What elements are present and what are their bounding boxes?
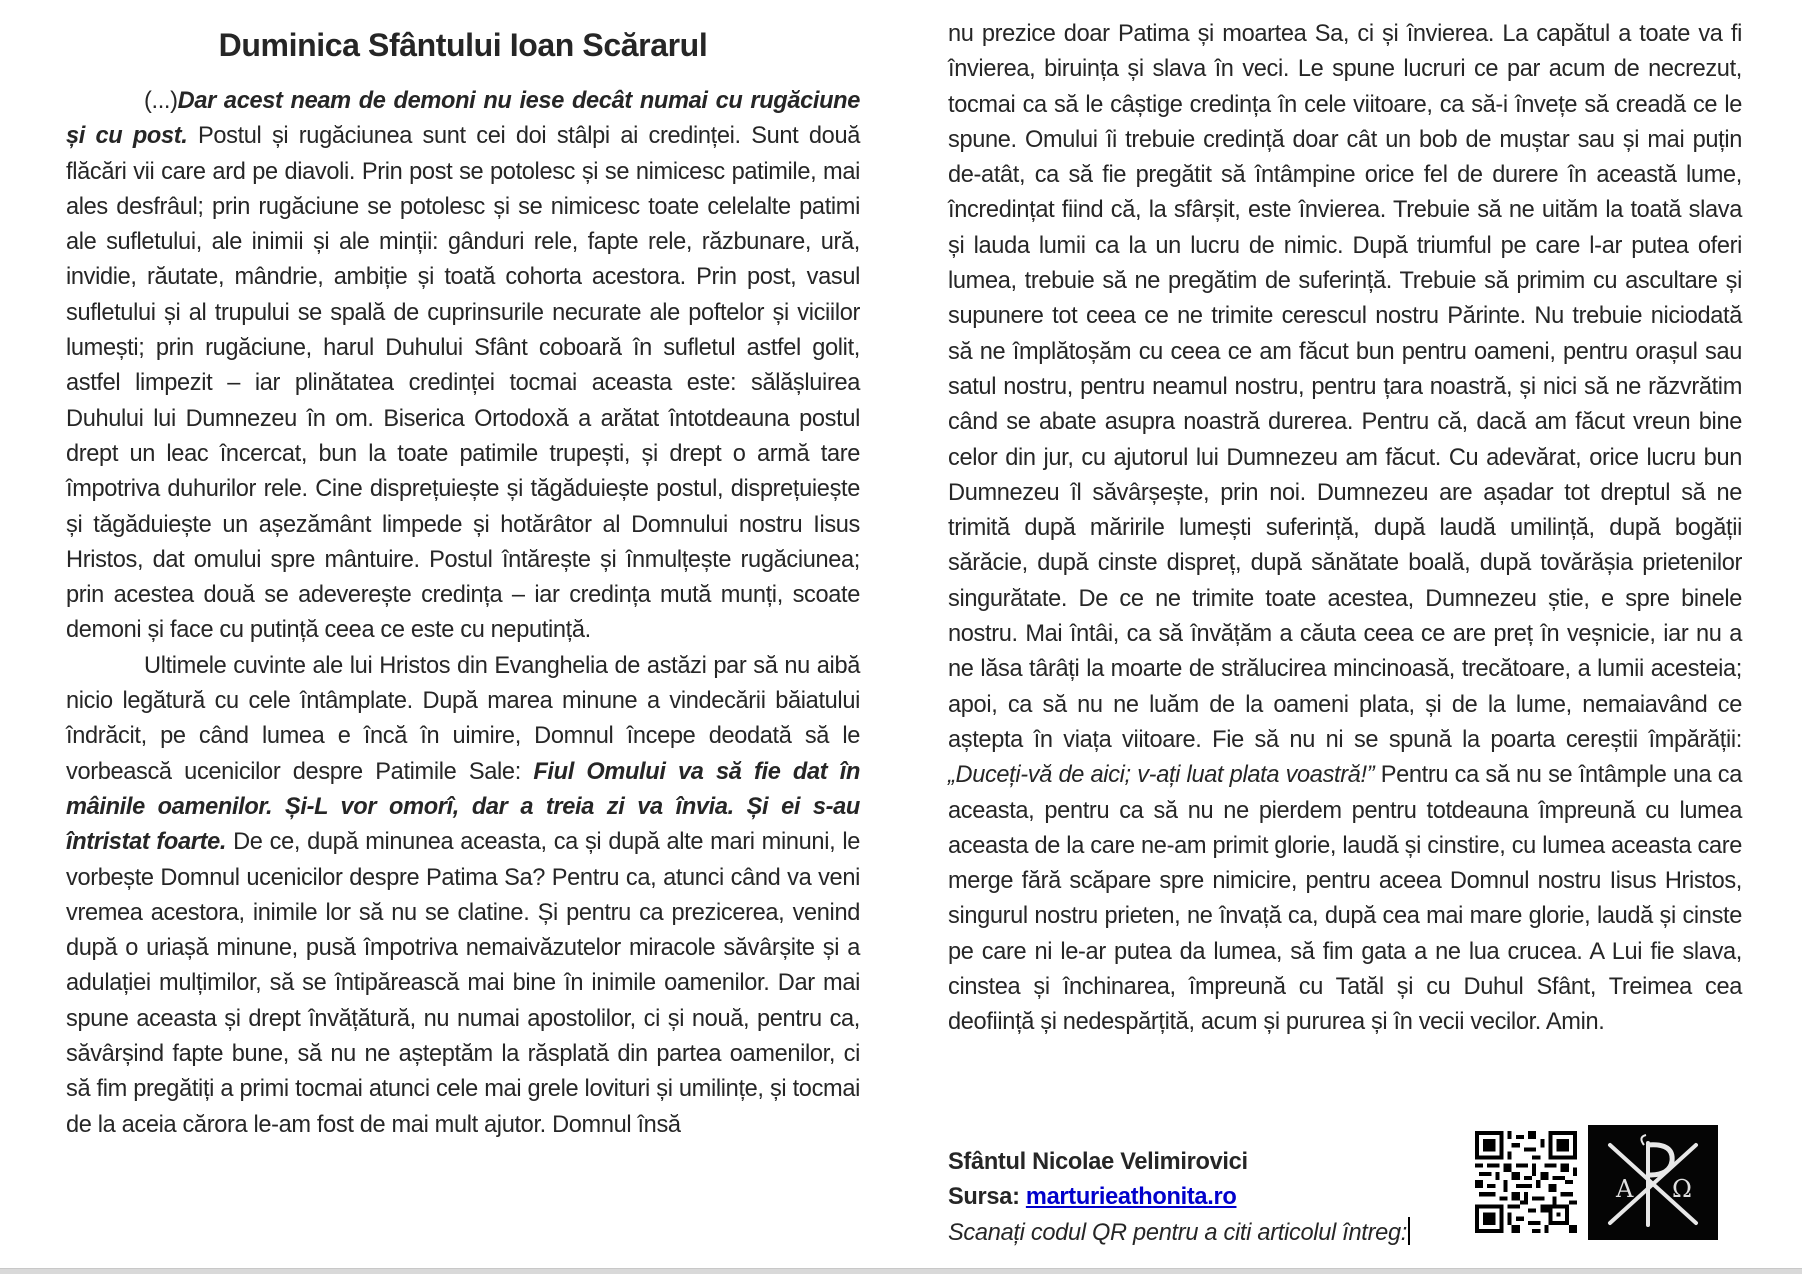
signature-block	[948, 1145, 1468, 1251]
paragraph-text: De ce, după minunea aceasta, ca și după alte mari minuni, le vorbește Domnul ucenicilor despre Patima Sa? Pentru ca, atunci când va veni vremea acestora, inimile lor să nu se clatine. Și pentru ca prezicerea, venind după o uriașă minune, pusă împotriva nemaivăzutelor miracole săvârșite și a adulației mulțimilor, să se întipărească mai bine în inimile oamenilor. Dar mai spune aceasta și drept învățătură, nu numai apostolilor, ci și nouă, pentru ca, săvârșind fapte bune, să nu ne așteptăm la răsplată din partea oamenilor, ci să fim pregătiți a primi tocmai atunci cele mai grele lovituri și umilințe, și tocmai de la aceia cărora le-am fost de mai mult ajutor. Domnul însă	[66, 829, 860, 1138]
paragraph-1	[66, 84, 860, 649]
source-link[interactable]: marturieathonita.ro	[1025, 1184, 1237, 1211]
source-label: Sursa:	[948, 1184, 1026, 1211]
paragraph-text: nu prezice doar Patima și moartea Sa, ci și învierea. La capătul a toate va fi învierea, biruința și slava în veci. Le spune lucruri ce par acum de necrezut, tocmai ca să le câștige credința în cele viitoare, ca să-i învețe să creadă ce le spune. Omului îi trebuie credință doar cât un bob de muștar sau și mai puțin de-atât, ca să fie pregătit să întâmpine orice fel de durere în această lume, încredințat fiind că, la sfârșit, este învierea. Trebuie să ne uităm la toată slava și lauda lumii ca la un lucru de nimic. După triumful pe care l-ar putea oferi lumea, trebuie să ne pregătim de suferință. Trebuie să primim cu ascultare și supunere tot ceea ce ne trimite cerescul nostru Părinte. Nu trebuie niciodată să ne împlătoșăm cu ceea ce am făcut bun pentru oameni, pentru orașul sau satul nostru, pentru neamul nostru, pentru țara noastră, și nici să ne răzvrătim când se abate asupra noastră durerea. Pentru că, dacă am făcut vreun bine celor din jur, cu ajutorul lui Dumnezeu am făcut. Cu adevărat, orice lucru bun Dumnezeu îl săvârșește, prin noi. Dumnezeu are așadar tot dreptul să ne trimită după măririle lumești suferință, după laudă umilință, după bogății sărăcie, după cinste dispreț, după sănătate boală, după tovărășia prietenilor singurătate. De ce ne trimite toate acestea, Dumnezeu știe, e spre binele nostru. Mai întâi, ca să învățăm a căuta ceea ce are preț în veșnicie, iar nu a ne lăsa târâți la moarte de strălucirea mincinoasă, trecătoare, a lumii acesteia; apoi, ca să nu ne luăm de la oameni plata, și de la lume, nemaiavând ce aștepta în viața viitoare. Fie să nu ni se spună la poarta cereștii împărății:	[948, 21, 1742, 753]
source-line	[948, 1180, 1468, 1215]
paragraph-3	[948, 17, 1742, 1041]
chi-rho-logo-icon	[1588, 1125, 1718, 1240]
paragraph-text: Pentru ca să nu se întâmple una ca aceasta, pentru ca să nu ne pierdem pentru totdeauna împreună cu lumea aceasta de la care ne-am primit glorie, laudă și cinstire, cu lumea aceasta care merge fără scăpare spre nimicire, pentru aceea Domnul nostru Iisus Hristos, singurul nostru prieten, ne învață ca, după cea mai mare glorie, laudă și cinste pe care ni le-ar putea da lumea, să fim gata a ne lua crucea. A Lui fie slava, cinstea și închinarea, împreună cu Tatăl și cu Duhul Sfânt, Treimea cea deoființă și nedespărțită, acum și pururea și în vecii vecilor. Amin.	[948, 762, 1742, 1036]
omega-letter: Ω	[1672, 1175, 1692, 1203]
left-column	[66, 84, 860, 1143]
scripture-quote: Dar acest neam de demoni nu iese decât numai cu rugăciune și cu post.	[66, 88, 860, 150]
page-bottom-border	[0, 1268, 1802, 1274]
paragraph-2	[66, 649, 860, 1143]
text-cursor	[1408, 1217, 1410, 1245]
ellipsis-prefix: (...)	[144, 88, 178, 114]
qr-prompt-text: Scanați codul QR pentru a citi articolul întreg:	[948, 1219, 1408, 1246]
page-title: Duminica Sfântului Ioan Scărarul	[218, 27, 708, 63]
author-name: Sfântul Nicolae Velimirovici	[948, 1149, 1248, 1175]
qr-code-icon[interactable]	[1475, 1131, 1577, 1233]
paragraph-text: Ultimele cuvinte ale lui Hristos din Evanghelia de astăzi par să nu aibă nicio legătură cu cele întâmplate. După marea minune a vindecării băiatului îndrăcit, pe când lumea e încă în uimire, Domnul începe deodată să le vorbească ucenicilor despre Patimile Sale:	[66, 652, 860, 785]
right-column	[948, 17, 1742, 1041]
qr-prompt	[948, 1216, 1468, 1251]
scripture-quote: Fiul Omului va să fie dat în mâinile oamenilor. Și-L vor omorî, dar a treia zi va învia. Și ei s-au întristat foarte.	[66, 758, 861, 856]
paragraph-text: Postul și rugăciunea sunt cei doi stâlpi ai credinței. Sunt două flăcări vii care ard pe diavoli. Prin post se potolesc și se nimicesc patimile, mai ales desfrâul; prin rugăciune se potolesc și se nimicesc toate celelalte patimi ale sufletului, ale inimii și ale minții: gânduri rele, fapte rele, răzbunare, ură, invidie, răutate, mândrie, ambiție și toată cohorta acestora. Prin post, vasul sufletului și al trupului se spală de cuprinsurile necurate ale poftelor și viciilor lumești; prin rugăciune, harul Duhului Sfânt coboară în sufletul astfel golit, astfel limpezit – iar plinătatea credinței tocmai aceasta este: sălășluirea Duhului lui Dumnezeu în om. Biserica Ortodoxă a arătat întotdeauna postul drept un leac încercat, bun la toate patimile trupești, și drept o armă tare împotriva duhurilor rele. Cine disprețuiește și tăgăduiește postul, disprețuiește și tăgăduiește un așezământ limpede și hotărâtor al Domnului nostru Iisus Hristos, dat omului spre mântuire. Postul întărește și înmulțește rugăciunea; prin acestea două se adeverește credința – iar credința mută munți, scoate demoni și face cu putință ceea ce este cu neputință.	[66, 123, 860, 644]
scripture-quote: „Duceți-vă de aici; v-ați luat plata voastră!”	[948, 762, 1375, 789]
alpha-letter: Α	[1616, 1175, 1634, 1203]
